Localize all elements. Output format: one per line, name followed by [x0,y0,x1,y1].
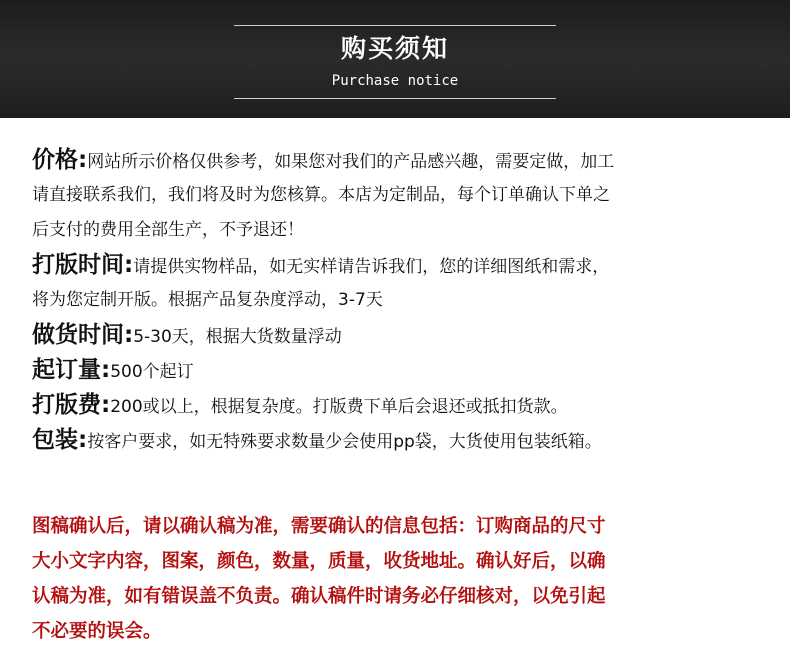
notice-item-sampling-time [32,248,772,318]
notice-item-sampling-fee [32,388,772,423]
item-text: 将为您定制开版。根据产品复杂度浮动，3-7天 [32,290,383,310]
item-text: 5-30天，根据大货数量浮动 [133,327,342,347]
item-label: 包装: [32,427,88,453]
item-label: 打版时间: [32,252,134,278]
item-text: 请提供实物样品，如无实样请告诉我们，您的详细图纸和需求， [133,257,610,277]
item-label: 起订量: [32,357,111,383]
warning-line: 图稿确认后，请以确认稿为准，需要确认的信息包括：订购商品的尺寸 [32,516,606,537]
warning-line: 大小文字内容，图案，颜色，数量，质量，收货地址。确认好后，以确 [32,551,606,572]
item-text: 按客户要求，如无特殊要求数量少会使用pp袋，大货使用包装纸箱。 [87,432,602,452]
header-divider-top [234,25,556,26]
notice-item-production-time [32,318,772,353]
notice-item-price [32,143,772,248]
item-text: 后支付的费用全部生产，不予退还！ [32,220,304,240]
notice-item-minimum-order [32,353,772,388]
warning-line: 不必要的误会。 [32,621,162,642]
item-label: 价格: [32,147,88,173]
item-label: 做货时间: [32,322,134,348]
notice-header [0,0,790,118]
item-text: 200或以上，根据复杂度。打版费下单后会退还或抵扣货款。 [110,397,568,417]
confirmation-warning [32,509,772,649]
header-title: 购买须知 [340,34,449,63]
item-text: 请直接联系我们，我们将及时为您核算。本店为定制品，每个订单确认下单之 [32,185,610,205]
item-label: 打版费: [32,392,111,418]
notice-list [32,143,772,458]
notice-item-packaging [32,423,772,458]
item-text: 500个起订 [110,362,194,382]
header-divider-bottom [234,98,556,99]
warning-line: 认稿为准，如有错误盖不负责。确认稿件时请务必仔细核对，以免引起 [32,586,606,607]
item-text: 网站所示价格仅供参考，如果您对我们的产品感兴趣，需要定做，加工 [87,152,615,172]
header-subtitle: Purchase notice [331,73,459,89]
